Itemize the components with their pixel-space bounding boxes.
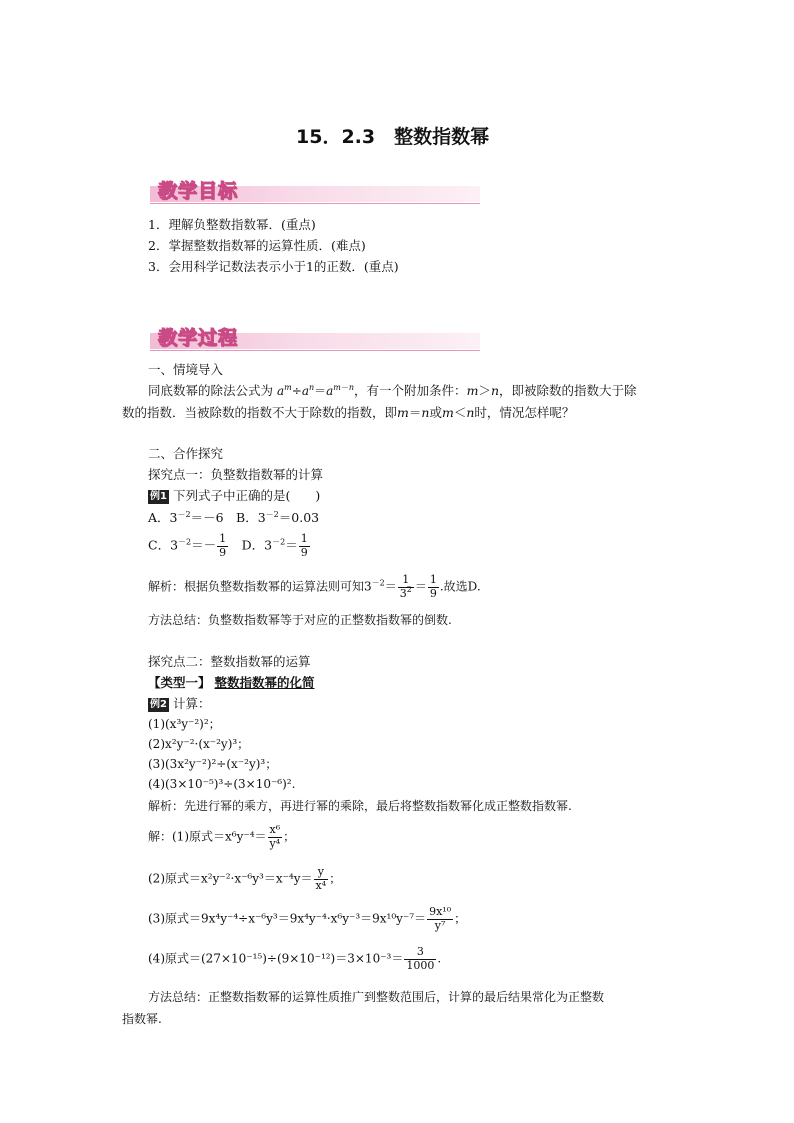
explore-heading: 二、合作探究 — [148, 446, 224, 461]
type-label: 【类型一】 — [148, 675, 211, 690]
text: ＝ — [285, 537, 298, 553]
section-banner-goals — [150, 180, 480, 206]
fraction: $\frac{1}{9}$ — [300, 532, 308, 559]
answer-1 — [148, 824, 295, 850]
intro-paragraph-line-2 — [122, 405, 574, 420]
text: 同底数幂的除法公式为 — [148, 383, 274, 398]
banner-underline — [150, 203, 480, 204]
text: .故选D. — [439, 579, 481, 594]
text: 时，情况怎样呢？ — [474, 405, 575, 420]
page-title: 15．2.3 整数指数幂 — [296, 126, 490, 148]
intro-paragraph-line-1 — [148, 383, 637, 398]
problem-2: (2)x²y⁻²·(x⁻²y)³； — [148, 737, 250, 751]
formula-division: $a^m\div a^n=a^{m-n}$ — [277, 383, 355, 398]
example-badge: 例2 — [150, 699, 167, 710]
text: C．3 — [148, 537, 179, 553]
text: 或 — [429, 405, 442, 420]
example-2-summary-line-1: 方法总结：正整数指数幂的运算性质推广到整数范围后，计算的最后结果常化为正整数 — [148, 990, 605, 1004]
example-1-summary: 方法总结：负整数指数幂等于对应的正整数指数幂的倒数. — [148, 613, 452, 627]
options-row-cd — [148, 533, 311, 559]
formula-equal: m＝n — [397, 405, 430, 420]
problem-4: (4)(3×10⁻⁵)³÷(3×10⁻⁶)². — [148, 777, 296, 791]
goal-item-3: 3．会用科学记数法表示小于1的正数．(重点) — [148, 259, 399, 274]
exponent: －2 — [265, 510, 279, 519]
text: 下列式子中正确的是( ) — [172, 488, 321, 503]
fraction: $\frac{\text{x⁶}}{\text{y⁴}}$ — [269, 823, 281, 850]
banner-underline — [150, 350, 480, 351]
exponent: －2 — [177, 510, 191, 519]
exponent: －2 — [371, 578, 385, 588]
answer-4 — [148, 946, 441, 972]
banner-label: 教学目标 — [158, 180, 239, 202]
example-1-question — [148, 488, 320, 504]
answer-3 — [148, 906, 466, 932]
type-title: 整数指数幂的化简 — [214, 675, 315, 690]
explore-point-1: 探究点一：负整数指数幂的计算 — [148, 467, 324, 482]
text: (4)原式＝(27×10⁻¹⁵)÷(9×10⁻¹²)＝3×10⁻³＝ — [148, 951, 404, 966]
text: 计算： — [172, 696, 211, 711]
type-heading — [148, 675, 315, 690]
options-row-ab — [148, 510, 319, 525]
text: (2)原式＝x²y⁻²·x⁻⁶y³＝x⁻⁴y＝ — [148, 871, 313, 886]
text: ＝ — [414, 579, 427, 594]
intro-heading: 一、情境导入 — [148, 362, 224, 377]
text: ，即被除数的指数大于除 — [499, 383, 637, 398]
fraction: $\frac{\text{9x¹⁰}}{\text{y⁷}}$ — [429, 905, 452, 932]
text: 解：(1)原式＝x⁶y⁻⁴＝ — [148, 829, 267, 844]
text: (3)原式＝9x⁴y⁻⁴÷x⁻⁶y³＝9x⁴y⁻⁴·x⁶y⁻³＝9x¹⁰y⁻⁷＝ — [148, 911, 427, 926]
problem-3: (3)(3x²y⁻²)²÷(x⁻²y)³； — [148, 757, 278, 771]
text: ＝ — [384, 579, 397, 594]
formula-condition: m＞n — [466, 383, 499, 398]
explore-point-2: 探究点二：整数指数幂的运算 — [148, 654, 311, 669]
text: ； — [454, 911, 467, 926]
example-2-question — [148, 696, 210, 712]
formula-less: m＜n — [441, 405, 475, 420]
text: ； — [283, 829, 296, 844]
fraction: $\frac{1}{3^2}$ — [399, 573, 412, 600]
text: ＝－ — [191, 537, 217, 553]
example-badge: 例1 — [150, 491, 167, 502]
text: ，有一个附加条件： — [354, 383, 467, 398]
answer-2 — [148, 866, 341, 892]
text: ； — [329, 871, 342, 886]
text: 数的指数．当被除数的指数不大于除数的指数，即 — [122, 405, 398, 420]
text: D．3 — [229, 537, 273, 553]
exponent: －2 — [272, 537, 286, 547]
fraction: $\frac{y}{\text{x⁴}}$ — [315, 865, 327, 892]
problem-1: (1)(x³y⁻²)²； — [148, 717, 221, 731]
example-1-analysis — [148, 574, 481, 600]
text: . — [437, 951, 442, 966]
goal-item-1: 1．理解负整数指数幂．(重点) — [148, 217, 316, 232]
banner-label: 教学过程 — [158, 327, 239, 349]
text: 解析：根据负整数指数幂的运算法则可知3 — [148, 579, 372, 594]
fraction: $\frac{1}{9}$ — [429, 573, 437, 600]
fraction: $\frac{1}{9}$ — [219, 532, 227, 559]
section-banner-process — [150, 327, 480, 353]
example-2-analysis: 解析：先进行幂的乘方，再进行幂的乘除，最后将整数指数幂化成正整数指数幂. — [148, 799, 572, 813]
goal-item-2: 2．掌握整数指数幂的运算性质．(难点) — [148, 238, 366, 253]
text: ＝0.03 — [278, 510, 320, 525]
text: ＝－6 B．3 — [190, 510, 266, 525]
text: A．3 — [148, 510, 178, 525]
example-2-summary-line-2: 指数幂. — [122, 1012, 162, 1026]
fraction: $\frac{3}{1000}$ — [406, 945, 435, 972]
exponent: －2 — [178, 537, 192, 547]
